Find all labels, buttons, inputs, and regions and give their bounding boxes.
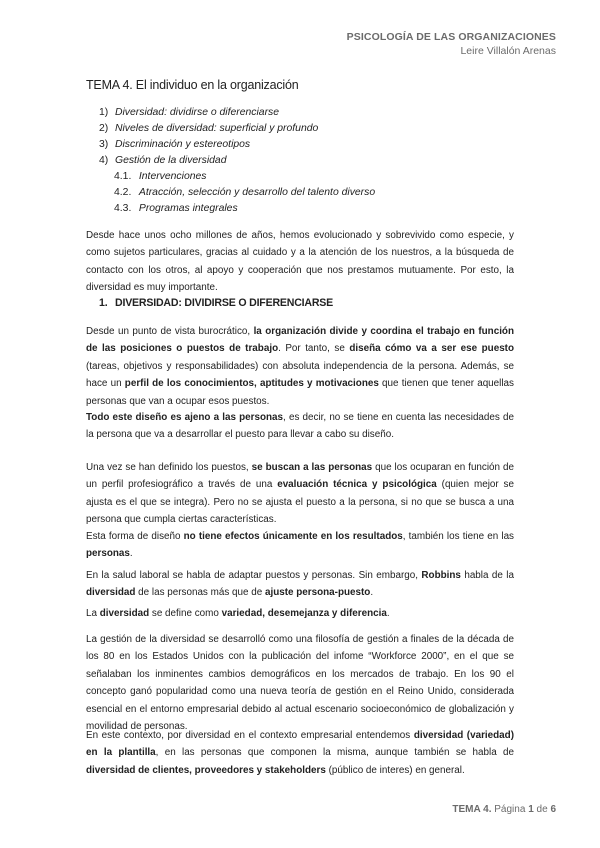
toc-subitem: 4.1. Intervenciones [114,171,207,182]
page-footer: TEMA 4. Página 1 de 6 [452,804,556,815]
document-title: TEMA 4. El individuo en la organización [86,78,299,92]
course-title: PSICOLOGÍA DE LAS ORGANIZACIONES [346,31,556,43]
toc-item: 4) Gestión de la diversidad [99,155,227,166]
paragraph: Esta forma de diseño no tiene efectos únicamente en los resultados, también los tiene en las personas. [86,531,514,560]
toc-item: 1) Diversidad: dividirse o diferenciarse [99,107,280,118]
paragraph: La gestión de la diversidad se desarrolló como una filosofía de gestión a finales de la década de los 80 en los Estados Unidos con la publicación del infome “Workforce 2000”, en el que se señalaban los inminentes cambios demográficos en los mercados de trabajo. En los 90 el concepto ganó popularidad como una nueva teoría de gestión en el Reino Unido, considerada esencial en el entorno empresarial debido al actual escenario socioeconómico de globalización y movilidad de personas. [86,634,514,733]
table-of-contents [99,105,375,217]
section-heading: 1. DIVERSIDAD: DIVIDIRSE O DIFERENCIARSE [99,297,334,309]
paragraph: Todo este diseño es ajeno a las personas, es decir, no se tiene en cuenta las necesidades de la persona que va a desarrollar el puesto para llevar a cabo su diseño. [86,412,514,441]
paragraph: En la salud laboral se habla de adaptar puestos y personas. Sin embargo, Robbins habla de la diversidad de las personas más que de ajuste persona-puesto. [86,570,514,599]
paragraph: La diversidad se define como variedad, desemejanza y diferencia. [86,608,390,619]
intro-paragraph: Desde hace unos ocho millones de años, hemos evolucionado y sobrevivido como especie, y como sujetos particulares, gracias al cuidado y a la atención de los nuestros, a la búsqueda de contacto con los otros, al apoyo y cooperación que nos prestamos mutuamente. Por esto, la diversidad es muy importante. [86,230,514,294]
paragraph: Una vez se han definido los puestos, se buscan a las personas que los ocuparan en función de un perfil profesiográfico a través de una evaluación técnica y psicológica (quien mejor se ajusta es el que se integra). Pero no se ajusta el puesto a la persona, si no que se busca a una persona que cumpla ciertas características. [86,462,514,526]
toc-item: 3) Discriminación y estereotipos [99,139,251,150]
paragraph: Desde un punto de vista burocrático, la organización divide y coordina el trabajo en función de las posiciones o puestos de trabajo. Por tanto, se diseña cómo va a ser ese puesto (tareas, objetivos y responsabilidades) con absoluta independencia de la persona. Además, se hace un perfil de los conocimientos, aptitudes y motivaciones que tienen que tener aquellas personas que van a ocupar esos puestos. [86,326,515,407]
toc-subitem: 4.2. Atracción, selección y desarrollo del talento diverso [114,187,376,198]
paragraph: En este contexto, por diversidad en el contexto empresarial entendemos diversidad (variedad) en la plantilla, en las personas que componen la misma, aunque también se habla de diversidad de clientes, proveedores y stakeholders (público de interes) en general. [86,730,514,776]
page-header [347,30,556,59]
toc-item: 2) Niveles de diversidad: superficial y profundo [99,123,319,134]
author-name: Leire Villalón Arenas [460,45,556,57]
toc-subitem: 4.3. Programas integrales [114,203,238,214]
